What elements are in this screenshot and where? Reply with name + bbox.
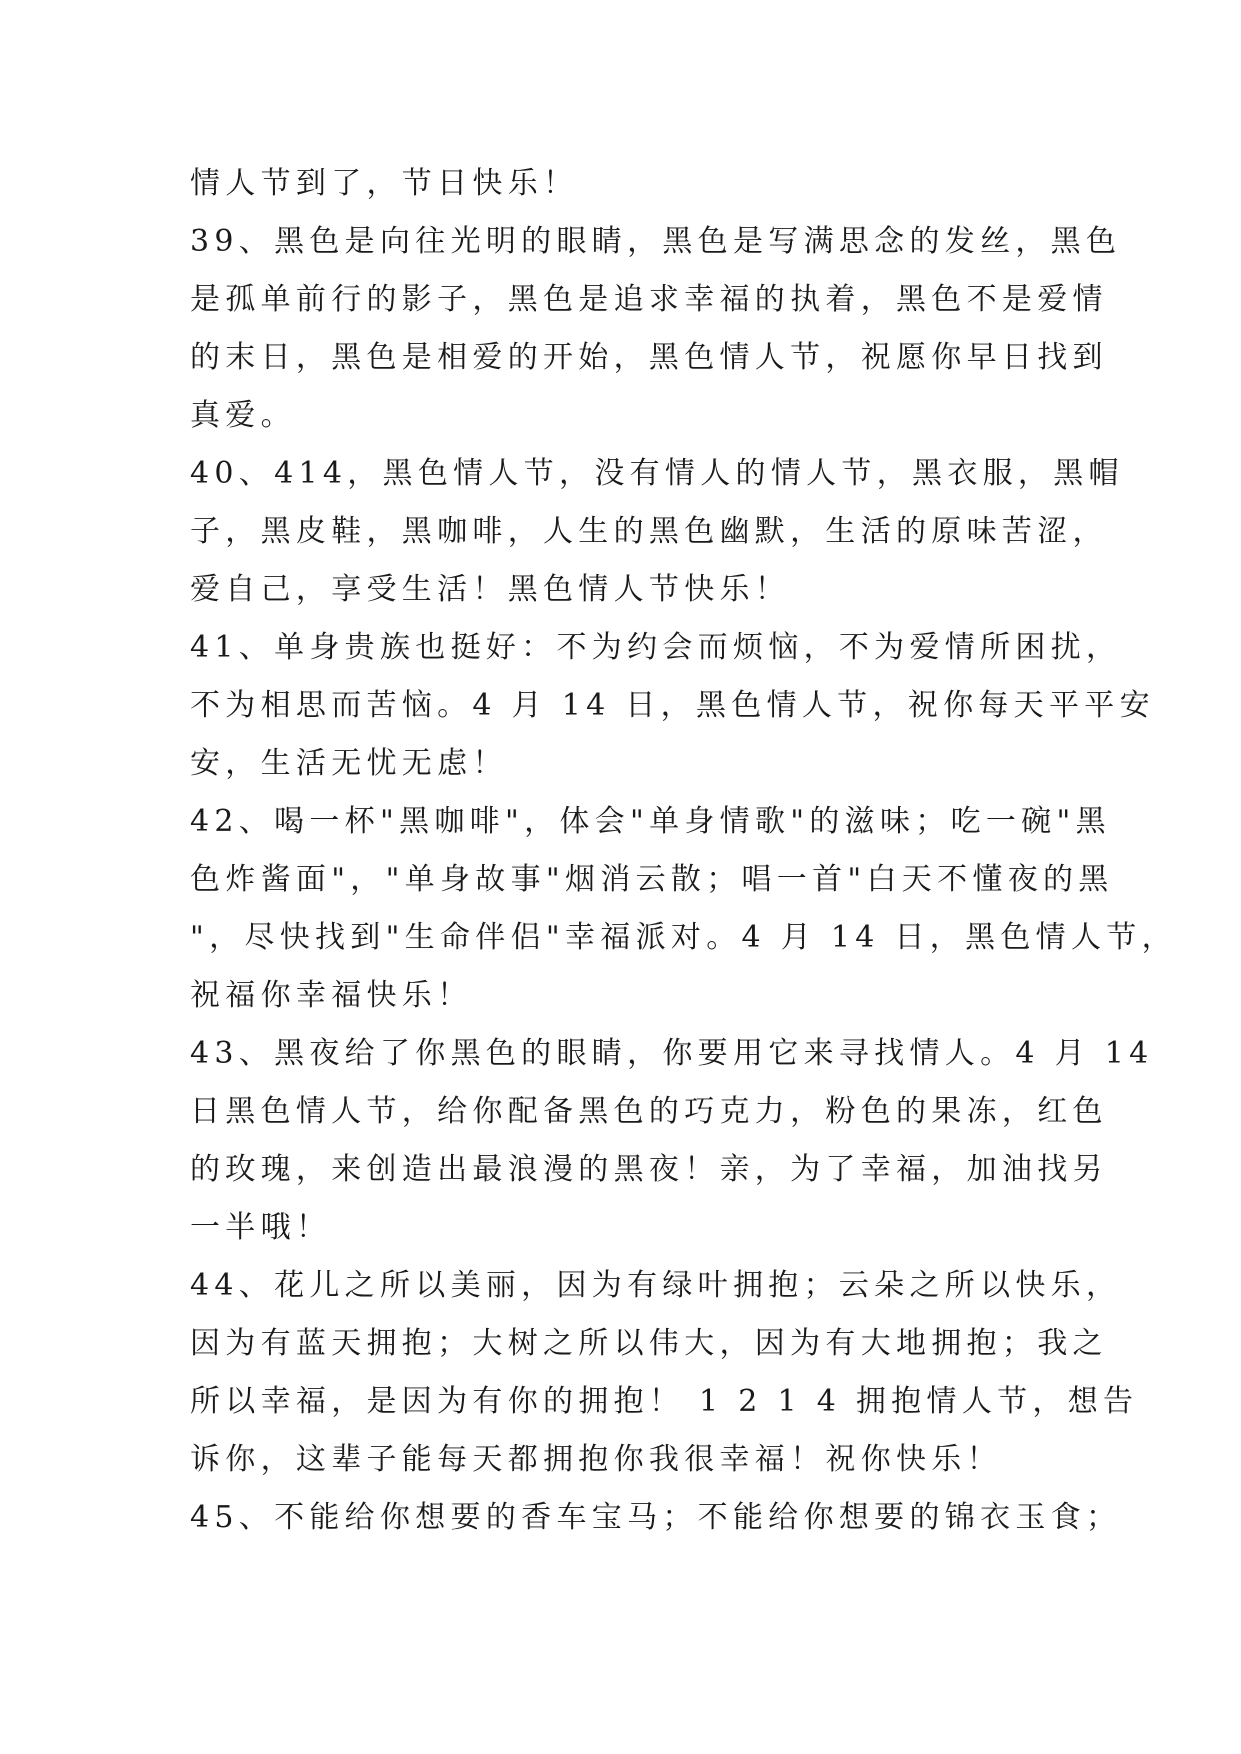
text-line: 子，黑皮鞋，黑咖啡，人生的黑色幽默，生活的原味苦涩， bbox=[190, 514, 1108, 549]
text-line: 色炸酱面"，"单身故事"烟消云散；唱一首"白天不懂夜的黑 bbox=[190, 862, 1114, 897]
text-line: 的玫瑰，来创造出最浪漫的黑夜！亲，为了幸福，加油找另 bbox=[190, 1152, 1108, 1187]
text-line: 41、单身贵族也挺好：不为约会而烦恼，不为爱情所困扰， bbox=[190, 630, 1122, 665]
text-line: 祝福你幸福快乐！ bbox=[190, 978, 473, 1013]
text-line: 39、黑色是向往光明的眼睛，黑色是写满思念的发丝，黑色 bbox=[190, 224, 1122, 259]
text-line: 是孤单前行的影子，黑色是追求幸福的执着，黑色不是爱情 bbox=[190, 282, 1108, 317]
text-line: 40、414，黑色情人节，没有情人的情人节，黑衣服，黑帽 bbox=[190, 456, 1124, 491]
text-line: 因为有蓝天拥抱；大树之所以伟大，因为有大地拥抱；我之 bbox=[190, 1326, 1108, 1361]
text-line: 44、花儿之所以美丽，因为有绿叶拥抱；云朵之所以快乐， bbox=[190, 1268, 1122, 1303]
text-line: "，尽快找到"生命伴侣"幸福派对。4 月 14 日，黑色情人节， bbox=[190, 920, 1177, 955]
text-line: 情人节到了，节日快乐！ bbox=[190, 166, 579, 201]
text-line: 诉你，这辈子能每天都拥抱你我很幸福！祝你快乐！ bbox=[190, 1442, 1002, 1477]
text-line: 安，生活无忧无虑！ bbox=[190, 746, 508, 781]
document-body bbox=[190, 155, 1177, 1547]
text-line: 43、黑夜给了你黑色的眼睛，你要用它来寻找情人。4 月 14 bbox=[190, 1036, 1154, 1071]
text-line: 所以幸福，是因为有你的拥抱！ 1 2 1 4 拥抱情人节，想告 bbox=[190, 1384, 1139, 1419]
text-line: 的末日，黑色是相爱的开始，黑色情人节，祝愿你早日找到 bbox=[190, 340, 1108, 375]
text-line: 日黑色情人节，给你配备黑色的巧克力，粉色的果冻，红色 bbox=[190, 1094, 1108, 1129]
text-line: 不为相思而苦恼。4 月 14 日，黑色情人节，祝你每天平平安 bbox=[190, 688, 1155, 723]
text-line: 45、不能给你想要的香车宝马；不能给你想要的锦衣玉食； bbox=[190, 1500, 1122, 1535]
text-line: 一半哦！ bbox=[190, 1210, 332, 1245]
text-line: 真爱。 bbox=[190, 398, 296, 433]
text-line: 42、喝一杯"黑咖啡"，体会"单身情歌"的滋味；吃一碗"黑 bbox=[190, 804, 1111, 839]
text-line: 爱自己，享受生活！黑色情人节快乐！ bbox=[190, 572, 791, 607]
